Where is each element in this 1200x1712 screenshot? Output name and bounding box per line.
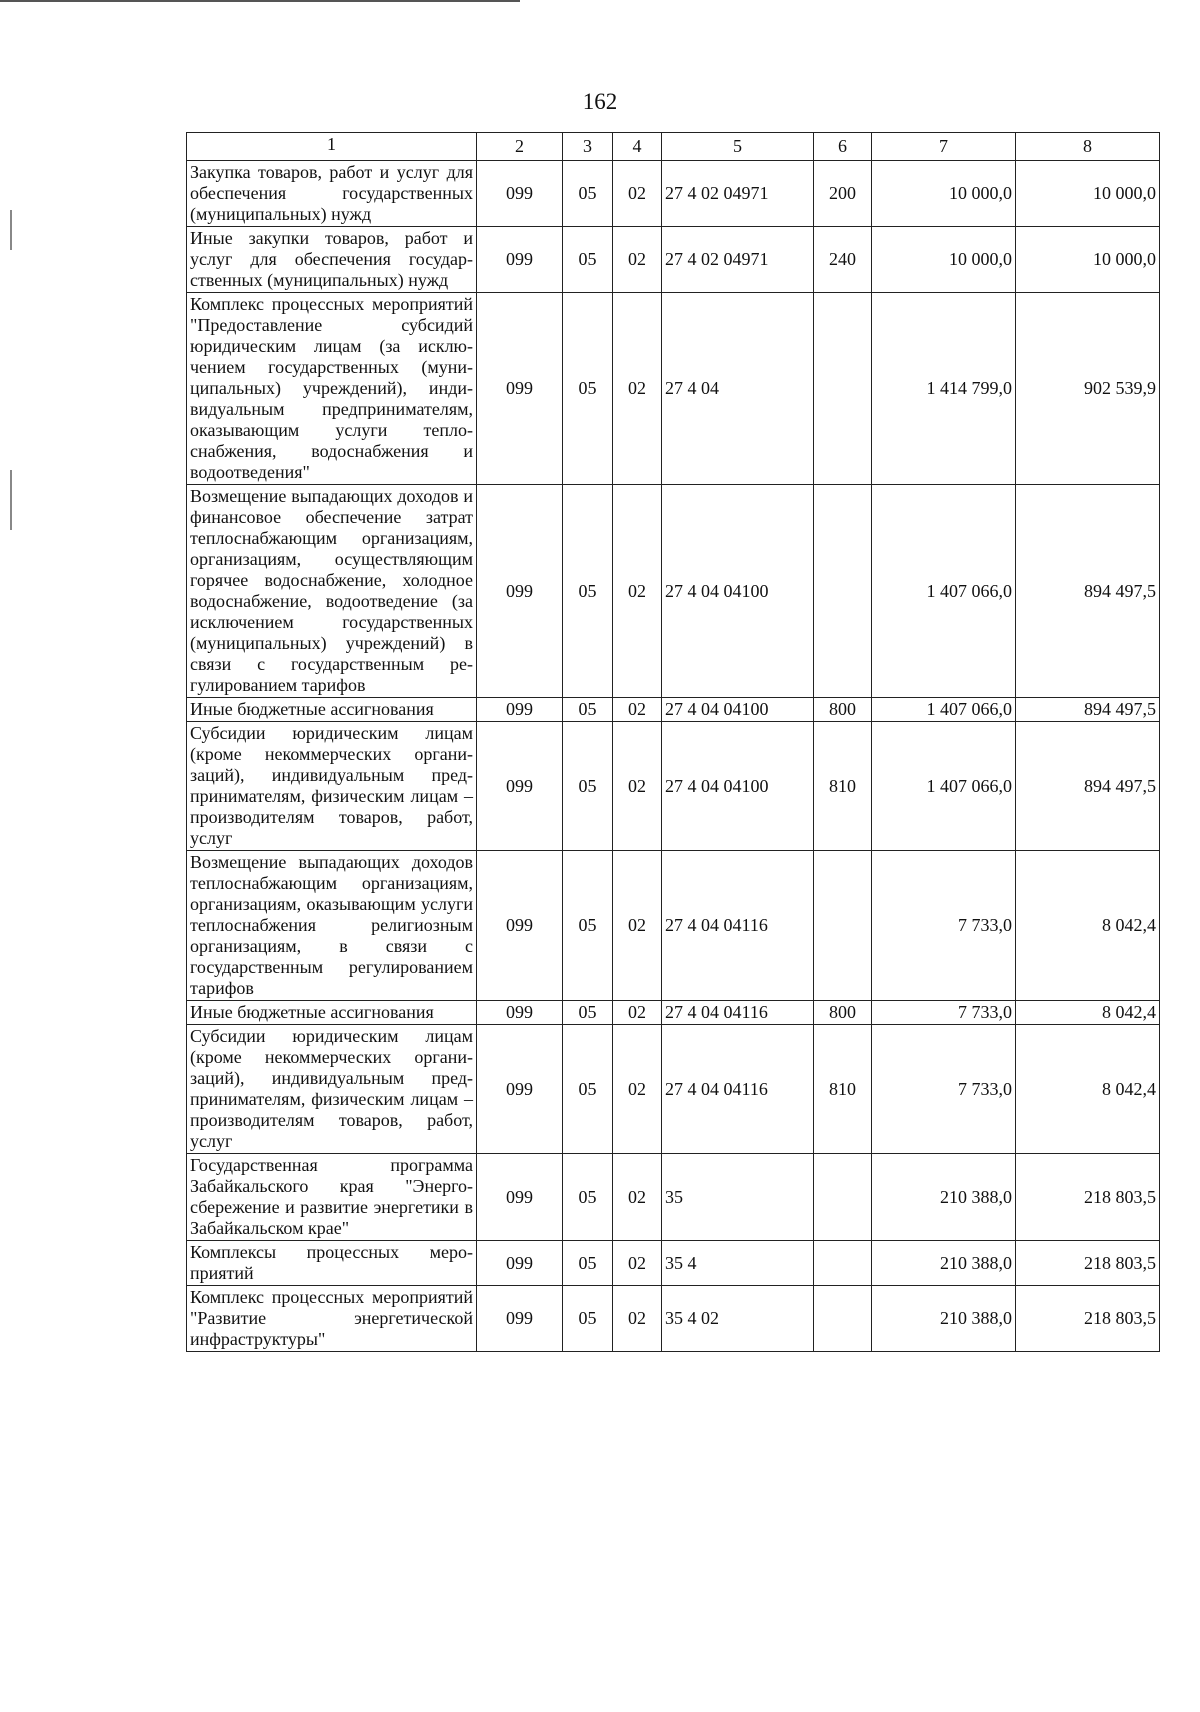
cell-admin-code: 099 — [477, 1241, 563, 1286]
cell-amount-year-1: 1 414 799,0 — [872, 293, 1016, 485]
table-row — [187, 1154, 1160, 1241]
cell-subsection: 02 — [613, 722, 662, 851]
cell-expense-type: 810 — [814, 722, 872, 851]
table-row — [187, 722, 1160, 851]
column-header: 8 — [1016, 133, 1160, 161]
cell-amount-year-1: 1 407 066,0 — [872, 698, 1016, 722]
cell-amount-year-2: 894 497,5 — [1016, 485, 1160, 698]
cell-expense-type — [814, 293, 872, 485]
cell-admin-code: 099 — [477, 1001, 563, 1025]
scan-margin-mark — [10, 210, 12, 250]
cell-target-article: 27 4 04 — [662, 293, 814, 485]
cell-target-article: 35 4 02 — [662, 1286, 814, 1352]
cell-target-article: 27 4 04 04100 — [662, 485, 814, 698]
cell-target-article: 27 4 04 04116 — [662, 1025, 814, 1154]
cell-expense-type — [814, 851, 872, 1001]
column-header: 4 — [613, 133, 662, 161]
cell-target-article: 27 4 04 04100 — [662, 698, 814, 722]
cell-amount-year-1: 1 407 066,0 — [872, 485, 1016, 698]
cell-expense-type: 800 — [814, 1001, 872, 1025]
cell-section: 05 — [563, 1025, 613, 1154]
budget-table — [186, 132, 1160, 1352]
table-row — [187, 1001, 1160, 1025]
cell-amount-year-2: 894 497,5 — [1016, 698, 1160, 722]
cell-subsection: 02 — [613, 698, 662, 722]
cell-admin-code: 099 — [477, 485, 563, 698]
cell-amount-year-1: 210 388,0 — [872, 1154, 1016, 1241]
cell-target-article: 27 4 04 04100 — [662, 722, 814, 851]
cell-subsection: 02 — [613, 1154, 662, 1241]
page-number: 162 — [582, 89, 618, 114]
cell-target-article: 35 — [662, 1154, 814, 1241]
cell-admin-code: 099 — [477, 1025, 563, 1154]
cell-admin-code: 099 — [477, 1286, 563, 1352]
cell-expense-type — [814, 1241, 872, 1286]
table-row — [187, 1286, 1160, 1352]
cell-subsection: 02 — [613, 851, 662, 1001]
cell-target-article: 35 4 — [662, 1241, 814, 1286]
cell-subsection: 02 — [613, 227, 662, 293]
table-row — [187, 1025, 1160, 1154]
cell-subsection: 02 — [613, 1025, 662, 1154]
table-header-row — [187, 133, 1160, 161]
column-header: 2 — [477, 133, 563, 161]
cell-subsection: 02 — [613, 293, 662, 485]
cell-target-article: 27 4 04 04116 — [662, 851, 814, 1001]
row-name: Иные бюджетные ассигнования — [187, 698, 477, 722]
cell-subsection: 02 — [613, 1001, 662, 1025]
cell-subsection: 02 — [613, 1241, 662, 1286]
column-header: 5 — [662, 133, 814, 161]
cell-expense-type — [814, 485, 872, 698]
cell-amount-year-1: 10 000,0 — [872, 161, 1016, 227]
table-row — [187, 227, 1160, 293]
table-row — [187, 698, 1160, 722]
cell-expense-type: 800 — [814, 698, 872, 722]
cell-amount-year-2: 8 042,4 — [1016, 1025, 1160, 1154]
row-name: Иные закупки товаров, работ и услуг для обеспечения государственных (муниципальных) нужд — [187, 227, 477, 293]
cell-section: 05 — [563, 1241, 613, 1286]
cell-amount-year-2: 218 803,5 — [1016, 1154, 1160, 1241]
row-name: Иные бюджетные ассигнования — [187, 1001, 477, 1025]
cell-amount-year-2: 10 000,0 — [1016, 161, 1160, 227]
cell-amount-year-1: 7 733,0 — [872, 1025, 1016, 1154]
row-name: Комплексы процессных мероприятий — [187, 1241, 477, 1286]
cell-expense-type: 810 — [814, 1025, 872, 1154]
cell-amount-year-1: 210 388,0 — [872, 1286, 1016, 1352]
cell-target-article: 27 4 04 04116 — [662, 1001, 814, 1025]
cell-section: 05 — [563, 1001, 613, 1025]
cell-section: 05 — [563, 1154, 613, 1241]
cell-expense-type — [814, 1154, 872, 1241]
table-row — [187, 851, 1160, 1001]
cell-amount-year-2: 8 042,4 — [1016, 851, 1160, 1001]
column-header: 1 — [187, 133, 477, 161]
cell-amount-year-2: 902 539,9 — [1016, 293, 1160, 485]
row-name: Закупка товаров, работ и услуг для обеспечения государственных (муниципальных) нужд — [187, 161, 477, 227]
table-row — [187, 1241, 1160, 1286]
cell-amount-year-1: 10 000,0 — [872, 227, 1016, 293]
cell-section: 05 — [563, 698, 613, 722]
column-header: 6 — [814, 133, 872, 161]
scan-edge-line — [0, 0, 520, 2]
table-row — [187, 293, 1160, 485]
cell-subsection: 02 — [613, 161, 662, 227]
cell-amount-year-1: 210 388,0 — [872, 1241, 1016, 1286]
cell-section: 05 — [563, 161, 613, 227]
cell-admin-code: 099 — [477, 227, 563, 293]
cell-section: 05 — [563, 485, 613, 698]
row-name: Возмещение выпадающих доходов теплоснабжающим организациям, организациям, оказывающим услуги теплоснабжения религиозным организациям, в связи с государственным регулированием тарифов — [187, 851, 477, 1001]
cell-amount-year-2: 8 042,4 — [1016, 1001, 1160, 1025]
column-header: 3 — [563, 133, 613, 161]
cell-amount-year-1: 7 733,0 — [872, 1001, 1016, 1025]
row-name: Государственная программа Забайкальского края "Энергосбережение и развитие энергетики в Забайкальском крае" — [187, 1154, 477, 1241]
cell-expense-type — [814, 1286, 872, 1352]
cell-section: 05 — [563, 851, 613, 1001]
cell-admin-code: 099 — [477, 1154, 563, 1241]
cell-subsection: 02 — [613, 485, 662, 698]
cell-target-article: 27 4 02 04971 — [662, 161, 814, 227]
cell-admin-code: 099 — [477, 161, 563, 227]
cell-amount-year-1: 7 733,0 — [872, 851, 1016, 1001]
cell-expense-type: 200 — [814, 161, 872, 227]
scan-margin-mark — [10, 470, 12, 530]
row-name: Субсидии юридическим лицам (кроме некоммерческих организаций), индивидуальным предпринимателям, физическим лицам – производителям товаров, работ, услуг — [187, 1025, 477, 1154]
row-name: Комплекс процессных мероприятий "Развитие энергетической инфраструктуры" — [187, 1286, 477, 1352]
cell-target-article: 27 4 02 04971 — [662, 227, 814, 293]
cell-section: 05 — [563, 293, 613, 485]
cell-amount-year-2: 10 000,0 — [1016, 227, 1160, 293]
table-row — [187, 485, 1160, 698]
column-header: 7 — [872, 133, 1016, 161]
cell-admin-code: 099 — [477, 293, 563, 485]
cell-amount-year-2: 218 803,5 — [1016, 1286, 1160, 1352]
cell-section: 05 — [563, 722, 613, 851]
cell-admin-code: 099 — [477, 722, 563, 851]
table-row — [187, 161, 1160, 227]
row-name: Комплекс процессных мероприятий "Предоставление субсидий юридическим лицам (за исключением государственных (муниципальных) учреждений), индивидуальным предпринимателям, оказывающим услуги теплоснабжения, водоснабжения и водоотведения" — [187, 293, 477, 485]
cell-section: 05 — [563, 1286, 613, 1352]
cell-admin-code: 099 — [477, 698, 563, 722]
cell-admin-code: 099 — [477, 851, 563, 1001]
cell-amount-year-1: 1 407 066,0 — [872, 722, 1016, 851]
cell-expense-type: 240 — [814, 227, 872, 293]
row-name: Субсидии юридическим лицам (кроме некоммерческих организаций), индивидуальным предпринимателям, физическим лицам – производителям товаров, работ, услуг — [187, 722, 477, 851]
cell-section: 05 — [563, 227, 613, 293]
cell-amount-year-2: 218 803,5 — [1016, 1241, 1160, 1286]
row-name: Возмещение выпадающих доходов и финансовое обеспечение затрат теплоснабжающим организациям, организациям, осуществляющим горячее водоснабжение, холодное водоснабжение, водоотведение (за исключением государственных (муниципальных) учреждений) в связи с государственным регулированием тарифов — [187, 485, 477, 698]
cell-subsection: 02 — [613, 1286, 662, 1352]
cell-amount-year-2: 894 497,5 — [1016, 722, 1160, 851]
